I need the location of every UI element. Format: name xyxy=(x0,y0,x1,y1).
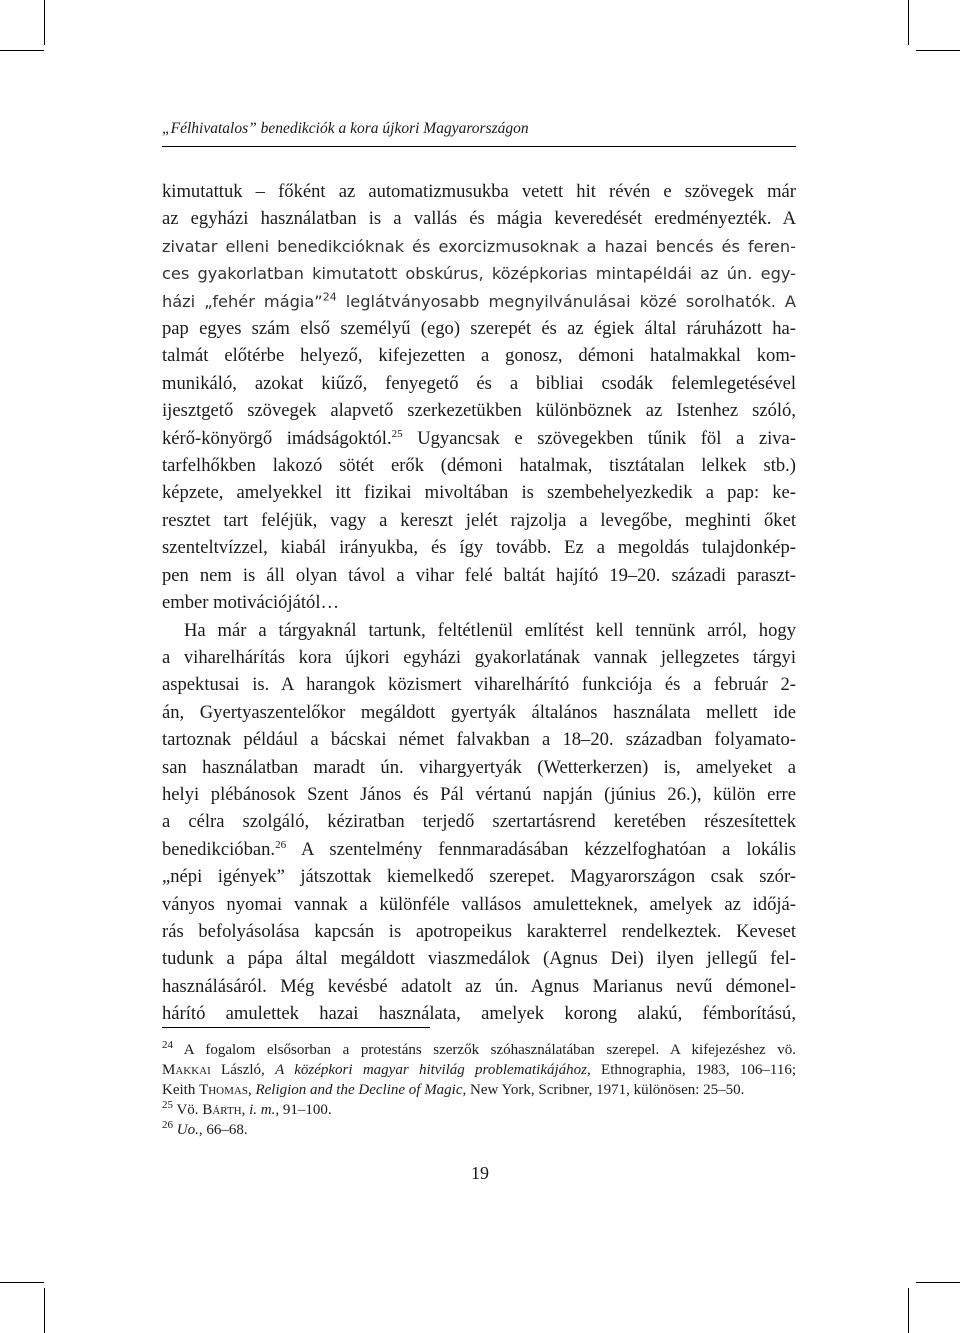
body-line: ember motivációjától… xyxy=(162,592,340,614)
body-line: resztet tart feléjük, vagy a kereszt jelét rajzolja a levegőbe, meghinti őket xyxy=(162,509,796,531)
body-line: használásáról. Még kevésbé adatolt az ún. Agnus Marianus nevű démonel- xyxy=(162,975,796,997)
body-line: tarfelhőkben lakozó sötét erők (démoni hatalmak, tisztátalan lelkek stb.) xyxy=(162,455,796,477)
crop-mark xyxy=(0,1282,44,1283)
body-line: pen nem is áll olyan távol a vihar felé baltát hajító 19–20. századi paraszt- xyxy=(162,564,796,586)
crop-mark xyxy=(0,50,44,51)
body-line: pap egyes szám első személyű (ego) szerepét és az égiek által ráruházott ha- xyxy=(162,318,796,340)
footnote-ref: 25 xyxy=(391,427,403,440)
footnote-number: 26 xyxy=(162,1119,173,1131)
body-line: szenteltvízzel, kiabál irányukba, és így tovább. Ez a megoldás tulajdonkép- xyxy=(162,537,796,559)
footnote-line: Keith Thomas, Religion and the Decline of Magic, New York, Scribner, 1971, különösen: 25–50. xyxy=(162,1082,745,1098)
body-line: ijesztgető szövegek alapvető szerkezetükben különböznek az Istenhez szóló, xyxy=(162,400,796,422)
footnote-ref: 24 xyxy=(322,290,337,304)
author-name: Thomas xyxy=(199,1082,248,1098)
body-line: aspektusai is. A harangok közismert viharelhárító funkciója és a február 2- xyxy=(162,674,796,696)
page-number: 19 xyxy=(471,1163,489,1183)
footnote-line: $^{24}$ A fogalom elsősorban a protestáns szerzők szóhasználatában szerepel. A kifejezéshez vö. xyxy=(162,1039,796,1058)
author-name: Makkai xyxy=(162,1062,211,1078)
crop-mark xyxy=(916,1282,960,1283)
body-line: Ha már a tárgyaknál tartunk, feltétlenül említést kell tennünk arról, hogy xyxy=(184,619,796,641)
body-line: talmát előtérbe helyező, kifejezetten a gonosz, démoni hatalmakkal kom- xyxy=(162,345,796,367)
body-line: a célra szolgáló, kéziratban terjedő szertartásrend keretében részesítettek xyxy=(162,811,796,833)
footnote-line: $^{26}$ Uo., 66–68. xyxy=(162,1119,248,1138)
body-line: „népi igények” játszottak kiemelkedő szerepet. Magyarországon csak szór- xyxy=(162,866,796,888)
footnote-rule xyxy=(162,1027,430,1028)
body-line: rás befolyásolása kapcsán is apotropeikus karakterrel rendelkeztek. Keveset xyxy=(162,920,796,942)
body-line: házi „fehér mágia”$^{24}$ leglátványosabb megnyilvánulásai közé sorolhatók. A xyxy=(162,290,796,311)
body-line: tartoznak például a bácskai német falvakban a 18–20. században folyamato- xyxy=(162,729,796,751)
body-line: munikáló, azokat kiűző, fenyegető és a bibliai csodák felemlegetésével xyxy=(162,372,796,394)
body-line: az egyházi használatban is a vallás és mágia keveredését eredményezték. A xyxy=(162,208,796,230)
body-line: képzete, amelyekkel itt fizikai mivoltában is szembehelyezkedik a pap: ke- xyxy=(162,482,796,504)
body-line: zivatar elleni benedikcióknak és exorcizmusoknak a hazai bencés és feren- xyxy=(162,236,796,256)
footnote-line: $^{25}$ Vö. Bárth, i. m., 91–100. xyxy=(162,1099,332,1118)
header-rule xyxy=(162,146,796,147)
footnote-ref: 26 xyxy=(275,838,287,851)
body-line: ces gyakorlatban kimutatott obskúrus, középkorias mintapéldái az ún. egy- xyxy=(162,264,796,284)
crop-mark xyxy=(44,1288,45,1333)
crop-mark xyxy=(44,0,45,45)
footnote-line: Makkai László, A középkori magyar hitvilág problematikájához, Ethnographia, 1983, 106–116; xyxy=(162,1062,797,1078)
body-line: benedikcióban.$^{26}$ A szentelmény fennmaradásában kézzelfoghatóan a lokális xyxy=(162,838,796,860)
body-line: a viharelhárítás kora újkori egyházi gyakorlatának vannak jellegzetes tárgyi xyxy=(162,646,796,668)
footnotes xyxy=(162,1040,796,1140)
work-title: Religion and the Decline of Magic xyxy=(255,1082,463,1098)
body-line: án, Gyertyaszentelőkor megáldott gyertyák általános használata mellett ide xyxy=(162,701,796,723)
crop-mark xyxy=(916,50,960,51)
body-line: kimutattuk – főként az automatizmusukba vetett hit révén e szövegek már xyxy=(162,181,796,202)
body-line: tudunk a pápa által megáldott viaszmedálok (Agnus Dei) ilyen jellegű fel- xyxy=(162,948,796,970)
footnote-number: 24 xyxy=(162,1039,173,1051)
crop-mark xyxy=(908,1288,909,1333)
body-line: ványos nyomai vannak a különféle vallásos amuletteknek, amelyek az időjá- xyxy=(162,893,796,915)
work-title: A középkori magyar hitvilág problematikájához xyxy=(275,1062,587,1078)
author-name: Bárth xyxy=(202,1102,242,1118)
body-line: hárító amulettek hazai használata, amelyek korong alakú, fémborítású, xyxy=(162,1003,796,1025)
body-line: helyi plébánosok Szent János és Pál vértanú napján (június 26.), külön erre xyxy=(162,783,796,805)
footnote-number: 25 xyxy=(162,1099,173,1111)
body-text xyxy=(162,178,796,1028)
body-line: san használatban maradt ún. vihargyertyák (Wetterkerzen) is, amelyeket a xyxy=(162,756,796,778)
crop-mark xyxy=(908,0,909,45)
body-line: kérő-könyörgő imádságoktól.$^{25}$ Ugyancsak e szövegekben tűnik föl a ziva- xyxy=(162,427,796,449)
running-head: „Félhivatalos” benedikciók a kora újkori Magyarországon xyxy=(162,120,529,137)
